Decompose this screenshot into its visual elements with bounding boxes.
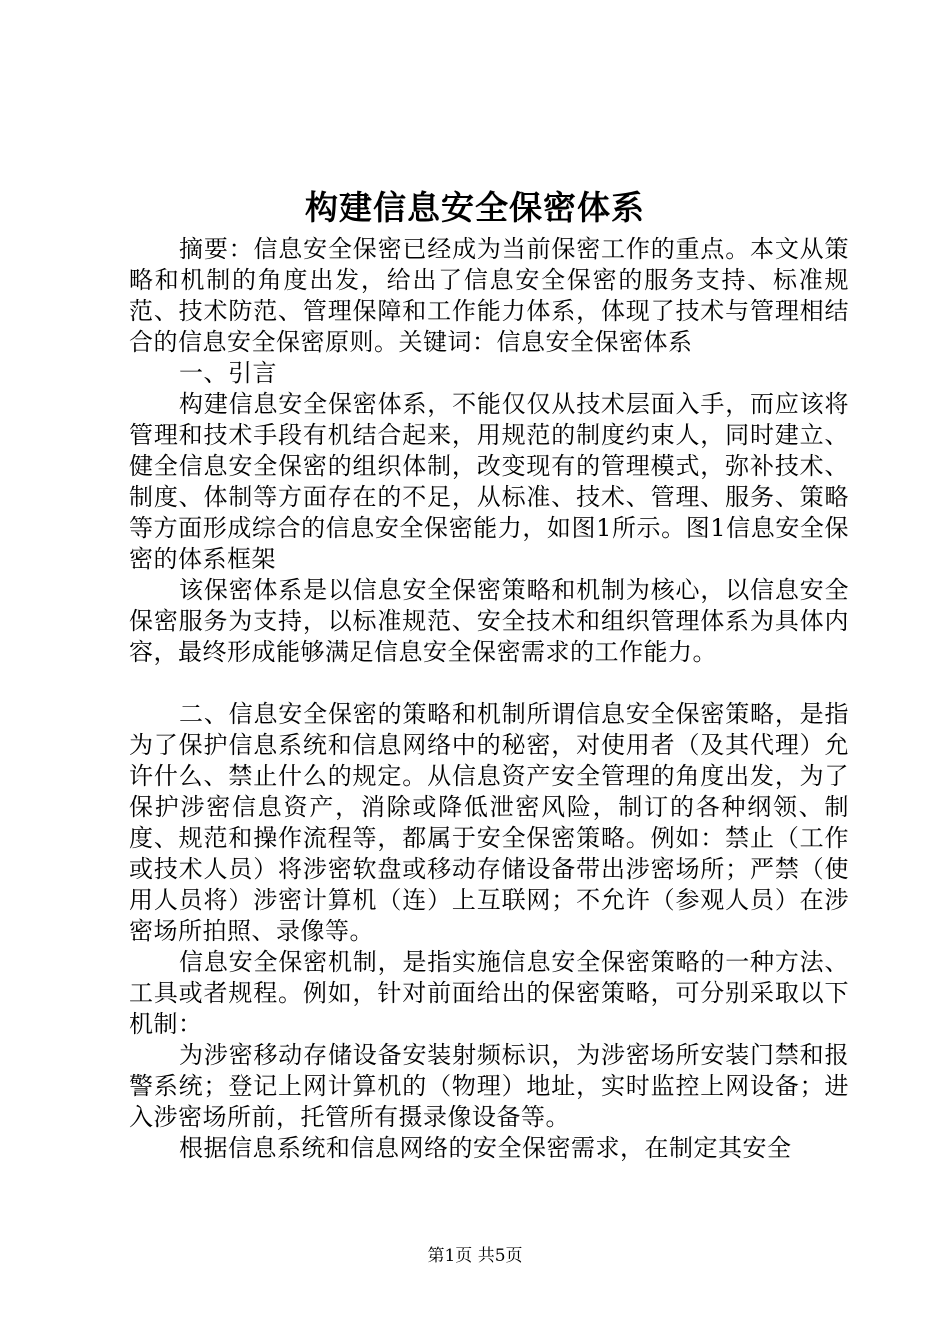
framework-paragraph: 该保密体系是以信息安全保密策略和机制为核心，以信息安全保密服务为支持，以标准规范、安全技术和组织管理体系为具体内容，最终形成能够满足信息安全保密需求的工作能力。 [129, 576, 849, 666]
requirements-paragraph: 根据信息系统和信息网络的安全保密需求，在制定其安全 [179, 1134, 792, 1162]
document-body [129, 234, 849, 1164]
mechanism-paragraph: 信息安全保密机制，是指实施信息安全保密策略的一种方法、工具或者规程。例如，针对前面给出的保密策略，可分别采取以下机制： [129, 948, 849, 1038]
introduction-paragraph: 构建信息安全保密体系，不能仅仅从技术层面入手，而应该将管理和技术手段有机结合起来，用规范的制度约束人，同时建立、健全信息安全保密的组织体制，改变现有的管理模式，弥补技术、制度、体制等方面存在的不足，从标准、技术、管理、服务、策略等方面形成综合的信息安全保密能力，如图1所示。图1信息安全保密的体系框架 [129, 390, 849, 573]
mechanism-examples-paragraph: 为涉密移动存储设备安装射频标识，为涉密场所安装门禁和报警系统；登记上网计算机的（物理）地址，实时监控上网设备；进入涉密场所前，托管所有摄录像设备等。 [129, 1041, 849, 1131]
section-heading-introduction: 一、引言 [179, 359, 277, 387]
strategy-paragraph: 二、信息安全保密的策略和机制所谓信息安全保密策略，是指为了保护信息系统和信息网络中的秘密，对使用者（及其代理）允许什么、禁止什么的规定。从信息资产安全管理的角度出发，为了保护涉密信息资产，消除或降低泄密风险，制订的各种纲领、制度、规范和操作流程等，都属于安全保密策略。例如：禁止（工作或技术人员）将涉密软盘或移动存储设备带出涉密场所；严禁（使用人员将）涉密计算机（连）上互联网；不允许（参观人员）在涉密场所拍照、录像等。 [129, 700, 849, 945]
document-title: 构建信息安全保密体系 [305, 188, 645, 227]
page-footer: 第1页 共5页 [427, 1246, 523, 1266]
abstract-paragraph: 摘要：信息安全保密已经成为当前保密工作的重点。本文从策略和机制的角度出发，给出了信息安全保密的服务支持、标准规范、技术防范、管理保障和工作能力体系，体现了技术与管理相结合的信息安全保密原则。关键词：信息安全保密体系 [129, 235, 849, 356]
